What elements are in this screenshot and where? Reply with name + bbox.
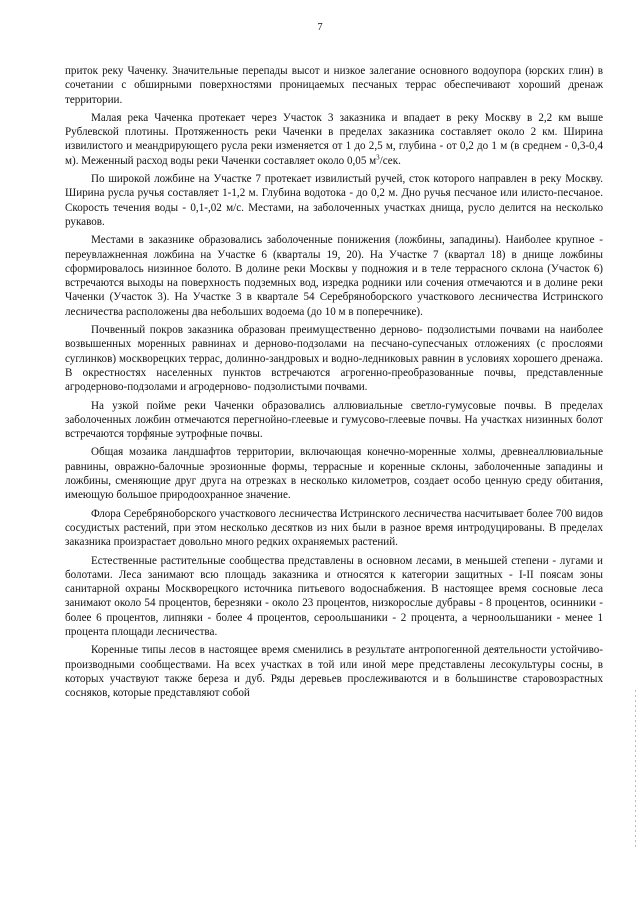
paragraph-10: Коренные типы лесов в настоящее время сменились в результате антропогенной деятельности устойчиво-производными сообществами. На всех участках в той или иной мере представлены лесокультуры сосны, в которых участвуют также береза и дуб. Ряды деревьев прослеживаются и в большинстве старовозрастных сосняков, которые представляют собой (65, 644, 603, 700)
paragraph-2-text: Малая река Чаченка протекает через Участок 3 заказника и впадает в реку Москву в 2,2 км выше Рублевской плотины. Протяженность реки Чаченки в пределах заказника составляет около 2 км. Ширина извилистого и меандрирующего русла реки изменяется от 1 до 2,5 м, глубина - от 0,2 до 1 м (в среднем - 0,3-0,4 м). Меженный расход воды реки Чаченки составляет около 0,05 м (65, 111, 603, 167)
paragraph-5: Почвенный покров заказника образован преимущественно дерново- подзолистыми почвами на наиболее возвышенных моренных равнинах и дерново-подзолами на песчано-супесчаных отложениях (с прослоями суглинков) москворецких террас, долинно-зандровых и водно-ледниковых равнин в условиях хорошего дренажа. В окрестностях населенных пунктов встречаются агрогенно-преобразованные почвы, представленные агродерново-подзолами и агродерново- подзолистыми почвами. (65, 324, 603, 394)
paragraph-2 (65, 111, 603, 168)
paragraph-7: Общая мозаика ландшафтов территории, включающая конечно-моренные холмы, древнеаллювиальные равнины, овражно-балочные эрозионные формы, террасные и коренные склоны, заболоченные западины и ложбины, сменяющие друг друга на отрезках в несколько километров, создает особо ценную среду обитания, имеющую большое природоохранное значение. (65, 446, 603, 502)
paragraph-6: На узкой пойме реки Чаченки образовались аллювиальные светло-гумусовые почвы. В пределах заболоченных ложбин отмечаются перегнойно-глеевые и гумусово-глеевые почвы. На участках низинных болот встречаются торфяные эутрофные почвы. (65, 399, 603, 441)
paragraph-8: Флора Серебряноборского участкового лесничества Истринского лесничества насчитывает более 700 видов сосудистых растений, при этом несколько десятков из них были в разное время интродуцированы. В пределах заказника произрастает довольно много редких охраняемых растений. (65, 507, 603, 549)
paragraph-1: приток реку Чаченку. Значительные перепады высот и низкое залегание основного водоупора (юрских глин) в сочетании с обширными поверхностями проницаемых песчаных террас обеспечивают хороший дренаж территории. (65, 65, 603, 106)
page-number: 7 (317, 22, 323, 33)
paragraph-4: Местами в заказнике образовались заболоченные понижения (ложбины, западины). Наиболее крупное - переувлажненная ложбина на Участке 6 (кварталы 19, 20). На Участке 7 (квартал 18) в днище ложбины сформировалось низинное болото. В долине реки Москвы у подножия и в теле террасного склона (Участок 6) встречаются выходы на поверхность подземных вод, изредка родники или сочения отмечаются и в долине реки Чаченки (Участок 3). На Участке 3 в квартале 54 Серебряноборского участкового лесничества Истринского лесничества расположены два небольших водоема (до 10 м в поперечнике). (65, 234, 603, 318)
document-body (65, 64, 603, 700)
scan-edge-mark (635, 690, 636, 850)
paragraph-2-tail: /сек. (379, 154, 401, 167)
paragraph-3: По широкой ложбине на Участке 7 протекает извилистый ручей, сток которого направлен в реку Москву. Ширина русла ручья составляет 1-1,2 м. Глубина водотока - до 0,2 м. Дно ручья песчаное или илисто-песчаное. Скорость течения воды - 0,1-,02 м/с. Местами, на заболоченных участках днища, русло делится на несколько рукавов. (65, 173, 603, 228)
superscript-3: 3 (376, 153, 380, 162)
paragraph-9: Естественные растительные сообщества представлены в основном лесами, в меньшей степени - лугами и болотами. Леса занимают всю площадь заказника и относятся к категории защитных - I-II поясам зоны санитарной охраны Москворецкого источника питьевого водоснабжения. В настоящее время сосновые леса занимают около 54 процентов, березняки - около 23 процентов, низкорослые дубравы - 8 процентов, осинники - более 6 процентов, липняки - более 4 процентов, сероольшаники - 2 процента, а черноольшаники - менее 1 процента площади лесничества. (65, 554, 603, 638)
